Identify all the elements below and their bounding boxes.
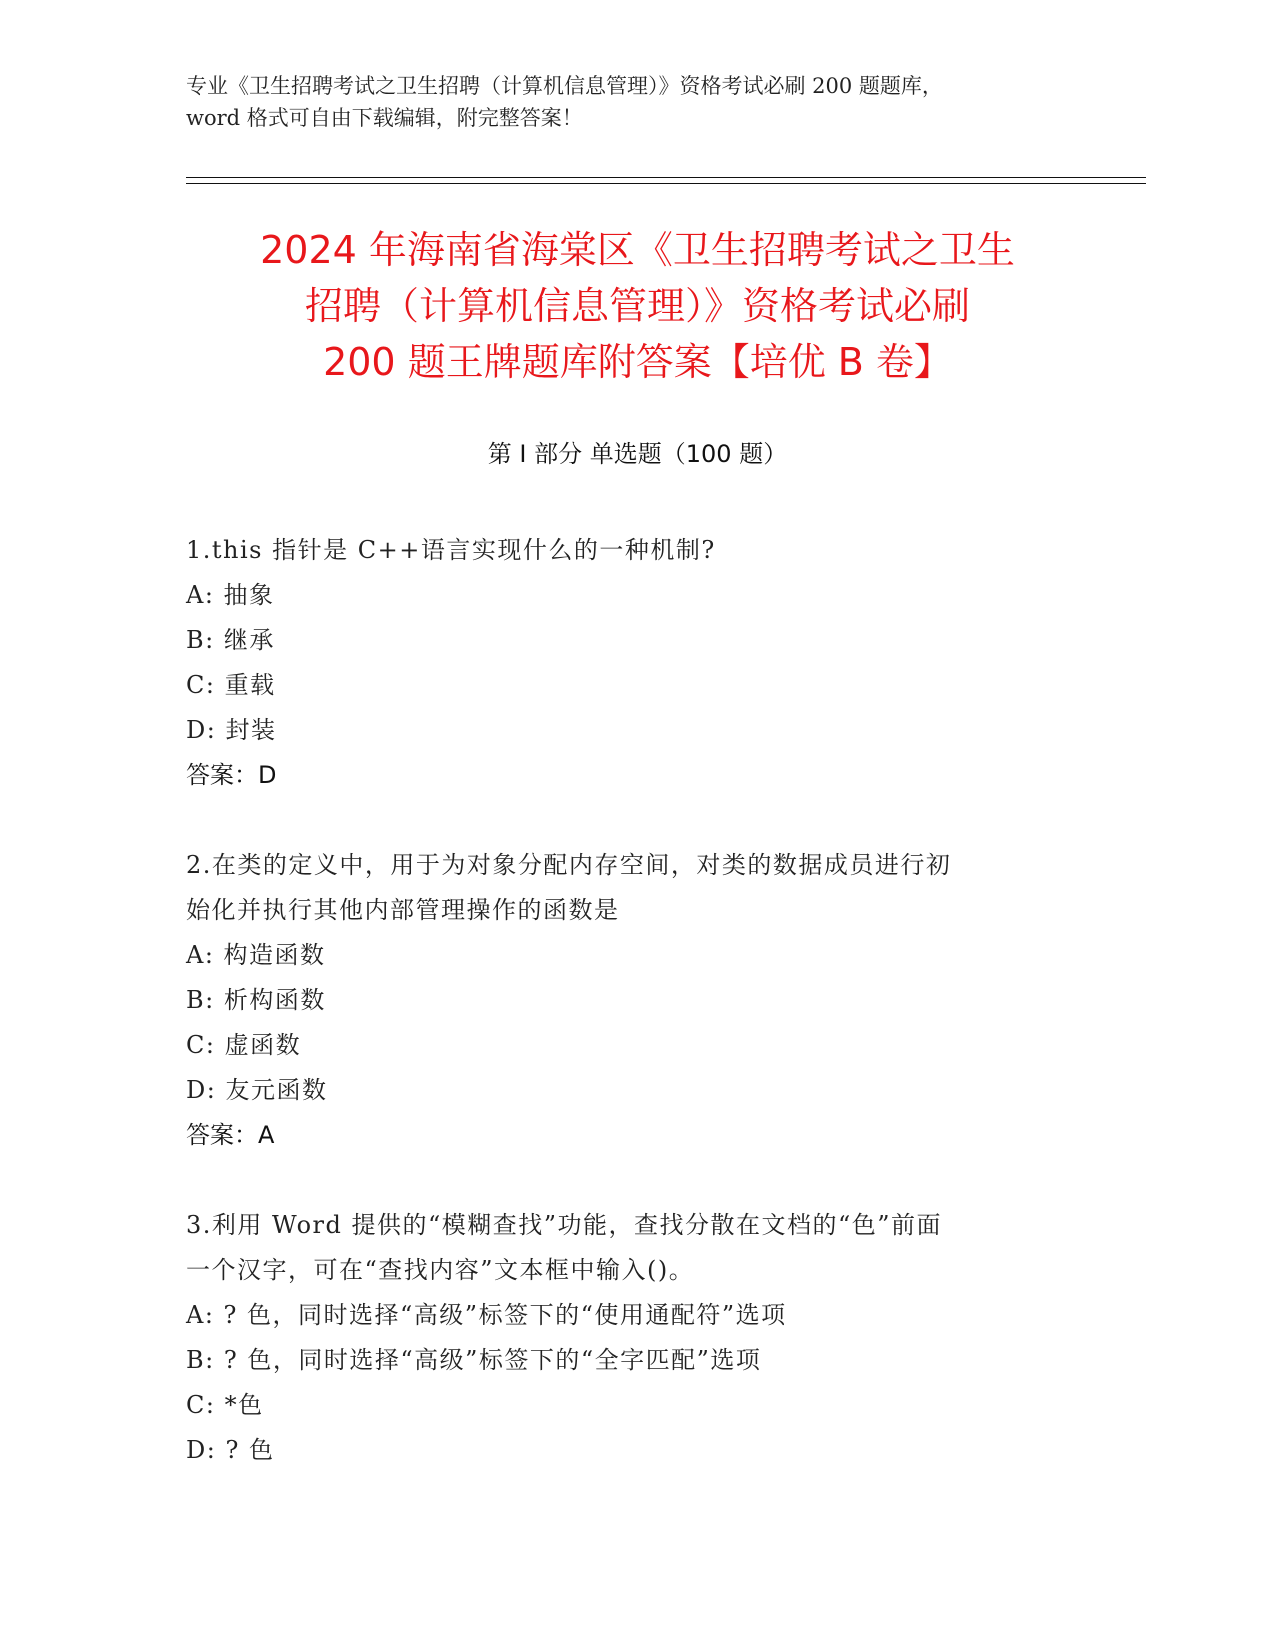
- page-header: [186, 70, 1086, 134]
- option-b: B: ? 色，同时选择“高级”标签下的“全字匹配”选项: [186, 1346, 762, 1374]
- option-c: C: *色: [186, 1391, 264, 1419]
- answer: 答案：D: [186, 761, 277, 789]
- question-stem-line-2: 一个汉字，可在“查找内容”文本框中输入()。: [186, 1256, 695, 1284]
- question-stem: 1.this 指针是 C++语言实现什么的一种机制?: [186, 536, 716, 564]
- question-stem-line-2: 始化并执行其他内部管理操作的函数是: [186, 896, 620, 924]
- option-d: D: ? 色: [186, 1436, 275, 1464]
- option-d: D: 友元函数: [186, 1076, 328, 1104]
- question-3: [186, 1203, 1086, 1473]
- option-c: C: 虚函数: [186, 1031, 302, 1059]
- option-b: B: 继承: [186, 626, 275, 654]
- header-divider-top: [186, 177, 1146, 178]
- answer: 答案：A: [186, 1121, 275, 1149]
- question-2: [186, 843, 1086, 1158]
- document-title: [150, 222, 1125, 390]
- header-divider-bottom: [186, 183, 1146, 184]
- header-line-1: 专业《卫生招聘考试之卫生招聘（计算机信息管理）》资格考试必刷 200 题题库，: [186, 74, 943, 98]
- option-a: A: 抽象: [186, 581, 275, 609]
- title-line-1: 2024 年海南省海棠区《卫生招聘考试之卫生: [260, 228, 1015, 272]
- option-a: A: ? 色，同时选择“高级”标签下的“使用通配符”选项: [186, 1301, 787, 1329]
- question-1: [186, 528, 1086, 798]
- title-line-2: 招聘（计算机信息管理）》资格考试必刷: [304, 284, 970, 328]
- question-list: [186, 528, 1086, 1473]
- option-a: A: 构造函数: [186, 941, 326, 969]
- option-b: B: 析构函数: [186, 986, 326, 1014]
- question-stem-line-1: 2.在类的定义中，用于为对象分配内存空间，对类的数据成员进行初: [186, 851, 952, 879]
- section-heading: 第 I 部分 单选题（100 题）: [487, 440, 788, 468]
- question-stem-line-1: 3.利用 Word 提供的“模糊查找”功能，查找分散在文档的“色”前面: [186, 1211, 943, 1239]
- title-line-3: 200 题王牌题库附答案【培优 B 卷】: [323, 340, 952, 384]
- option-c: C: 重载: [186, 671, 276, 699]
- option-d: D: 封装: [186, 716, 277, 744]
- header-line-2: word 格式可自由下载编辑，附完整答案！: [186, 106, 583, 130]
